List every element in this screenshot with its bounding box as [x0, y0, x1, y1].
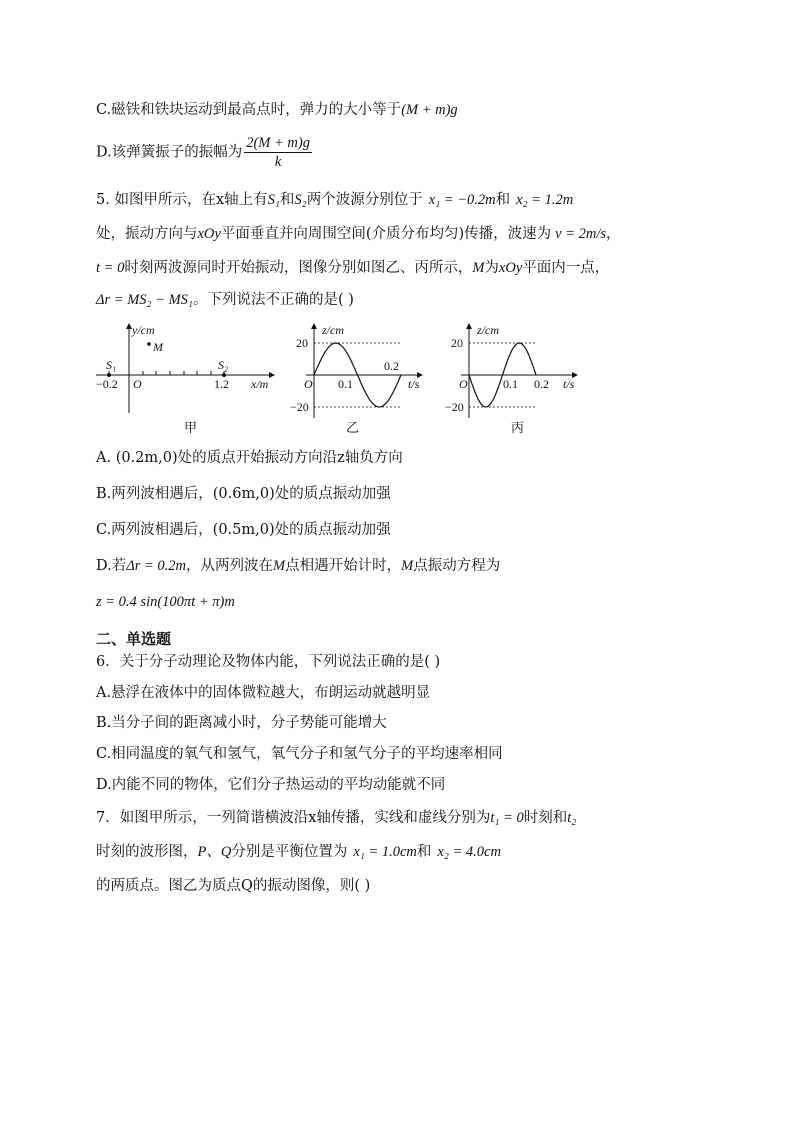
q6-option-c: C.相同温度的氧气和氢气，氧气分子和氢气分子的平均速率相同 [96, 746, 503, 762]
text: 7．如图甲所示，一列简谐横波沿x轴传播，实线和虚线分别为 [96, 810, 491, 826]
math: P、Q [197, 844, 232, 860]
q5-option-d [96, 556, 500, 576]
z-tick-neg: −20 [290, 400, 309, 414]
q7-stem-line3: 的两质点。图乙为质点Q的振动图像，则( ) [96, 878, 371, 894]
text: 平面垂直并向周围空间(介质分布均匀)传播，波速为 [220, 226, 552, 242]
text: 为 [484, 260, 499, 276]
fraction-denominator: k [274, 154, 282, 170]
q6-stem: 6．关于分子动理论及物体内能，下列说法正确的是( ) [96, 654, 441, 670]
text: 两个波源分别位于 [306, 192, 423, 208]
q5-stem-line1 [96, 190, 573, 210]
t-tick-1: 0.1 [338, 377, 353, 391]
text: 和 [279, 192, 295, 208]
section-heading: 二、单选题 [96, 630, 172, 648]
q4-option-c [96, 100, 458, 120]
t-tick-1: 0.1 [503, 377, 518, 391]
math: M [472, 260, 485, 276]
z-axis-label: z/cm [322, 323, 344, 337]
math: t = 0 [96, 260, 125, 276]
figure-bing [445, 323, 577, 436]
math: xOy [498, 260, 523, 276]
text: 时刻的波形图， [96, 844, 198, 860]
q4-option-d-text: D.该弹簧振子的振幅为 [96, 144, 243, 161]
q4-option-c-text: C.磁铁和铁块运动到最高点时，弹力的大小等于 [96, 102, 402, 118]
math: x₁ = 1.0cm [353, 844, 417, 860]
q6-option-b: B.当分子间的距离减小时，分子势能可能增大 [96, 715, 387, 731]
math: Δr = 0.2m [126, 558, 187, 574]
math: S₂ [294, 192, 307, 208]
q5-figures [96, 318, 596, 443]
q5-option-a: A. (0.2m,0)处的质点开始振动方向沿z轴负方向 [96, 450, 403, 466]
q5-stem-line4 [96, 290, 354, 310]
text: 分别是平衡位置为 [231, 844, 348, 860]
q4-option-c-expr: (M + m)g [401, 102, 458, 118]
tick-label-neg: −0.2 [96, 377, 118, 391]
figure-caption: 甲 [184, 421, 198, 436]
text: ， [606, 226, 621, 242]
origin-label: O [133, 377, 142, 391]
text: 处，振动方向与 [96, 226, 198, 242]
text: 和 [416, 844, 432, 860]
origin-label: O [304, 377, 313, 391]
q5-stem-line3 [96, 258, 609, 278]
text: ，从两列波在 [186, 558, 274, 574]
figure-yi [290, 323, 422, 436]
text: 。下列说法不正确的是( ) [192, 292, 354, 308]
tick-label-pos: 1.2 [214, 377, 229, 391]
math: x₂ = 1.2m [516, 192, 574, 208]
math: M [401, 558, 414, 574]
text: D.若 [96, 558, 127, 574]
q6-option-d: D.内能不同的物体，它们分子热运动的平均动能就不同 [96, 777, 446, 793]
math: xOy [197, 226, 221, 242]
text: 时刻两波源同时开始振动，图像分别如图乙、丙所示， [124, 260, 473, 276]
math: x₁ = −0.2m [428, 192, 496, 208]
text: 和 [495, 192, 511, 208]
z-axis-label: z/cm [477, 323, 499, 337]
origin-label: O [459, 377, 468, 391]
figure-caption: 乙 [346, 421, 360, 436]
text: 点相遇开始计时， [285, 558, 402, 574]
math: v = 2m/s [555, 226, 607, 242]
point-m-dot [147, 342, 151, 346]
figure-caption: 丙 [511, 421, 525, 436]
z-tick-pos: 20 [296, 336, 308, 350]
math: x₂ = 4.0cm [437, 844, 501, 860]
figure-jia [96, 323, 274, 436]
t-tick-2: 0.2 [534, 377, 549, 391]
x-axis-label: x/m [251, 377, 269, 391]
text: 5. 如图甲所示，在x轴上有 [96, 192, 268, 208]
x-ticks [109, 371, 224, 375]
fraction-numerator: 2(M + m)g [246, 135, 310, 151]
t-tick-2: 0.2 [384, 359, 399, 373]
math: M [273, 558, 286, 574]
point-m-label: M [153, 340, 163, 354]
s2-label: S₂ [218, 358, 229, 372]
t-axis-label: t/s [563, 377, 575, 391]
text: 时刻和 [523, 810, 568, 826]
q5-option-d-equation: z = 0.4 sin(100πt + π)m [96, 594, 235, 610]
q4-option-d-fraction [244, 134, 312, 171]
q5-option-c: C.两列波相遇后，(0.5m,0)处的质点振动加强 [96, 522, 391, 538]
q5-option-b: B.两列波相遇后，(0.6m,0)处的质点振动加强 [96, 486, 391, 502]
text: 点振动方程为 [413, 558, 501, 574]
q7-stem-line2 [96, 842, 501, 862]
text: 平面内一点， [522, 260, 610, 276]
q7-stem-line1 [96, 808, 576, 828]
math: Δr = MS₂ − MS₁ [96, 292, 193, 308]
z-tick-neg: −20 [445, 400, 464, 414]
math: t₂ [567, 810, 577, 826]
t-axis-label: t/s [408, 377, 420, 391]
math: t₁ = 0 [490, 810, 524, 826]
q6-option-a: A.悬浮在液体中的固体微粒越大，布朗运动就越明显 [96, 685, 431, 701]
q4-option-d [96, 134, 312, 171]
s1-label: S₁ [106, 358, 117, 372]
math: S₁ [267, 192, 280, 208]
q5-stem-line2 [96, 224, 621, 244]
y-axis-label: y/cm [132, 323, 155, 337]
z-tick-pos: 20 [451, 336, 463, 350]
